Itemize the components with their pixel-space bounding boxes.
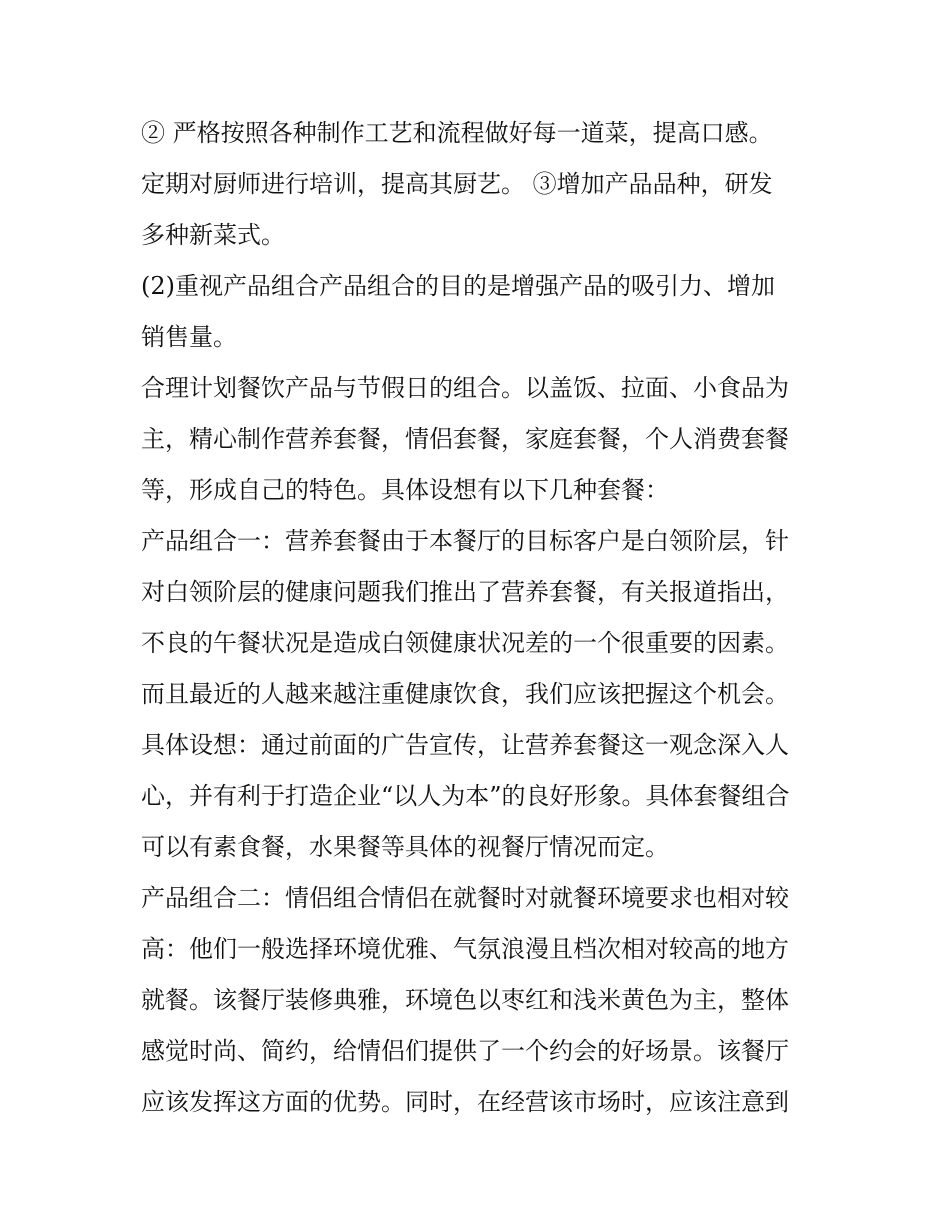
text-line: 可以有素食餐，水果餐等具体的视餐厅情况而定。 (141, 833, 669, 861)
text-line: 产品组合二：情侣组合情侣在就餐时对就餐环境要求也相对较 (141, 884, 789, 912)
text-line: 产品组合一：营养套餐由于本餐厅的目标客户是白领阶层，针 (141, 527, 789, 555)
text-line: 感觉时尚、简约，给情侣们提供了一个约会的好场景。该餐厅 (141, 1037, 789, 1065)
text-line: 多种新菜式。 (141, 221, 285, 249)
text-line: 销售量。 (141, 323, 237, 351)
text-line: 就餐。该餐厅装修典雅，环境色以枣红和浅米黄色为主，整体 (141, 986, 789, 1014)
text-line: 高：他们一般选择环境优雅、气氛浪漫且档次相对较高的地方 (141, 935, 789, 963)
text-line: 定期对厨师进行培训，提高其厨艺。 ③增加产品品种，研发 (141, 170, 773, 198)
text-line: 心，并有利于打造企业“以人为本”的良好形象。具体套餐组合 (141, 782, 790, 810)
text-line: 应该发挥这方面的优势。同时，在经营该市场时，应该注意到 (141, 1088, 789, 1116)
text-line: 对白领阶层的健康问题我们推出了营养套餐，有关报道指出， (141, 578, 789, 606)
text-line: 具体设想：通过前面的广告宣传，让营养套餐这一观念深入人 (141, 731, 789, 759)
text-line: 不良的午餐状况是造成白领健康状况差的一个很重要的因素。 (141, 629, 789, 657)
text-line: 主，精心制作营养套餐，情侣套餐，家庭套餐，个人消费套餐 (141, 425, 789, 453)
text-line: 而且最近的人越来越注重健康饮食，我们应该把握这个机会。 (141, 680, 789, 708)
text-line: ② 严格按照各种制作工艺和流程做好每一道菜，提高口感。 (141, 119, 773, 147)
text-line: 等，形成自己的特色。具体设想有以下几种套餐： (141, 476, 669, 504)
text-line: (2)重视产品组合产品组合的目的是增强产品的吸引力、增加 (141, 272, 775, 300)
document-body (141, 108, 813, 1128)
text-line: 合理计划餐饮产品与节假日的组合。以盖饭、拉面、小食品为 (141, 374, 789, 402)
